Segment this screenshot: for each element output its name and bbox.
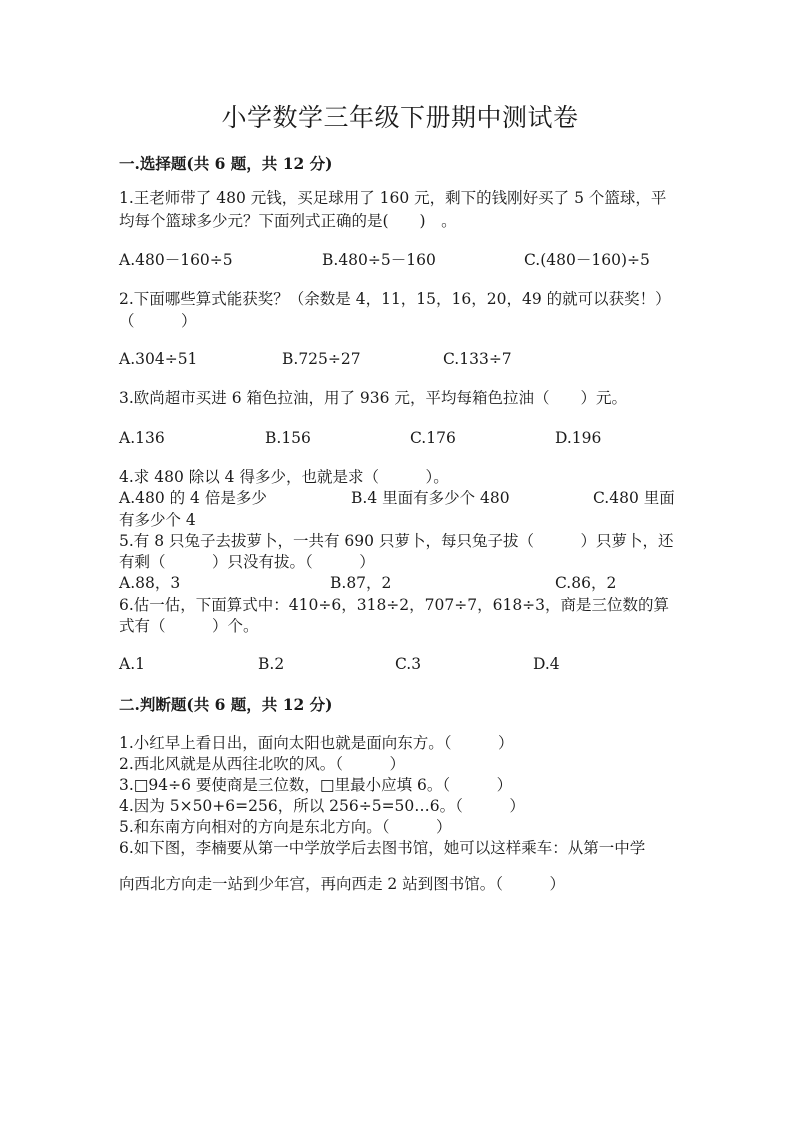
question-2-option-c: C.133÷7	[443, 350, 512, 368]
question-4-option-a: A.480 的 4 倍是多少	[119, 489, 267, 507]
page-title: 小学数学三年级下册期中测试卷	[221, 103, 579, 132]
question-4-line-1: 4.求 480 除以 4 得多少，也就是求（ ）。	[119, 468, 449, 486]
section-heading-judgement: 二.判断题(共 6 题，共 12 分)	[119, 695, 333, 714]
judgement-item-6-line-1: 6.如下图，李楠要从第一中学放学后去图书馆，她可以这样乘车：从第一中学	[119, 839, 646, 857]
judgement-item-3: 3.□94÷6 要使商是三位数，□里最小应填 6。（ ）	[119, 776, 513, 794]
question-2-line-1: 2.下面哪些算式能获奖？（余数是 4，11，15，16，20，49 的就可以获奖！）	[119, 290, 671, 308]
question-5-option-c: C.86，2	[555, 574, 617, 592]
question-4-option-c-continued: 有多少个 4	[119, 511, 196, 529]
question-6-option-b: B.2	[258, 655, 285, 673]
question-3-option-a: A.136	[119, 429, 165, 447]
question-4-option-b: B.4 里面有多少个 480	[351, 489, 510, 507]
question-5-option-a: A.88，3	[119, 574, 181, 592]
question-1-option-c: C.(480－160)÷5	[524, 251, 650, 269]
question-2-line-2: （ ）	[119, 312, 197, 330]
judgement-item-2: 2.西北风就是从西往北吹的风。（ ）	[119, 755, 406, 773]
judgement-item-5: 5.和东南方向相对的方向是东北方向。（ ）	[119, 818, 452, 836]
question-6-line-1: 6.估一估，下面算式中：410÷6，318÷2，707÷7，618÷3，商是三位数的算	[119, 596, 670, 614]
question-3-line-1: 3.欧尚超市买进 6 箱色拉油，用了 936 元，平均每箱色拉油（ ）元。	[119, 389, 627, 407]
question-5-line-1: 5.有 8 只兔子去拔萝卜，一共有 690 只萝卜，每只兔子拔（ ）只萝卜，还	[119, 532, 674, 550]
question-6-option-a: A.1	[119, 655, 145, 673]
question-2-option-b: B.725÷27	[282, 350, 361, 368]
question-6-option-c: C.3	[395, 655, 422, 673]
question-1-line-2: 均每个篮球多少元？下面列式正确的是( ) 。	[119, 212, 457, 230]
question-3-option-c: C.176	[410, 429, 456, 447]
question-6-line-2: 式有（ ）个。	[119, 617, 259, 635]
question-1-option-a: A.480－160÷5	[119, 251, 233, 269]
question-5-line-2: 有剩（ ）只没有拔。（ ）	[119, 553, 375, 571]
question-2-option-a: A.304÷51	[119, 350, 198, 368]
question-1-line-1: 1.王老师带了 480 元钱，买足球用了 160 元，剩下的钱刚好买了 5 个篮球，平	[119, 189, 667, 207]
section-heading-choice: 一.选择题(共 6 题，共 12 分)	[119, 154, 333, 173]
question-6-option-d: D.4	[533, 655, 560, 673]
question-5-option-b: B.87，2	[330, 574, 392, 592]
question-3-option-d: D.196	[555, 429, 602, 447]
judgement-item-6-line-2: 向西北方向走一站到少年宫，再向西走 2 站到图书馆。（ ）	[119, 875, 565, 893]
judgement-item-4: 4.因为 5×50+6=256，所以 256÷5=50…6。（ ）	[119, 797, 525, 815]
question-4-option-c: C.480 里面	[593, 489, 675, 507]
judgement-item-1: 1.小红早上看日出，面向太阳也就是面向东方。（ ）	[119, 734, 514, 752]
question-3-option-b: B.156	[265, 429, 311, 447]
question-1-option-b: B.480÷5－160	[322, 251, 436, 269]
